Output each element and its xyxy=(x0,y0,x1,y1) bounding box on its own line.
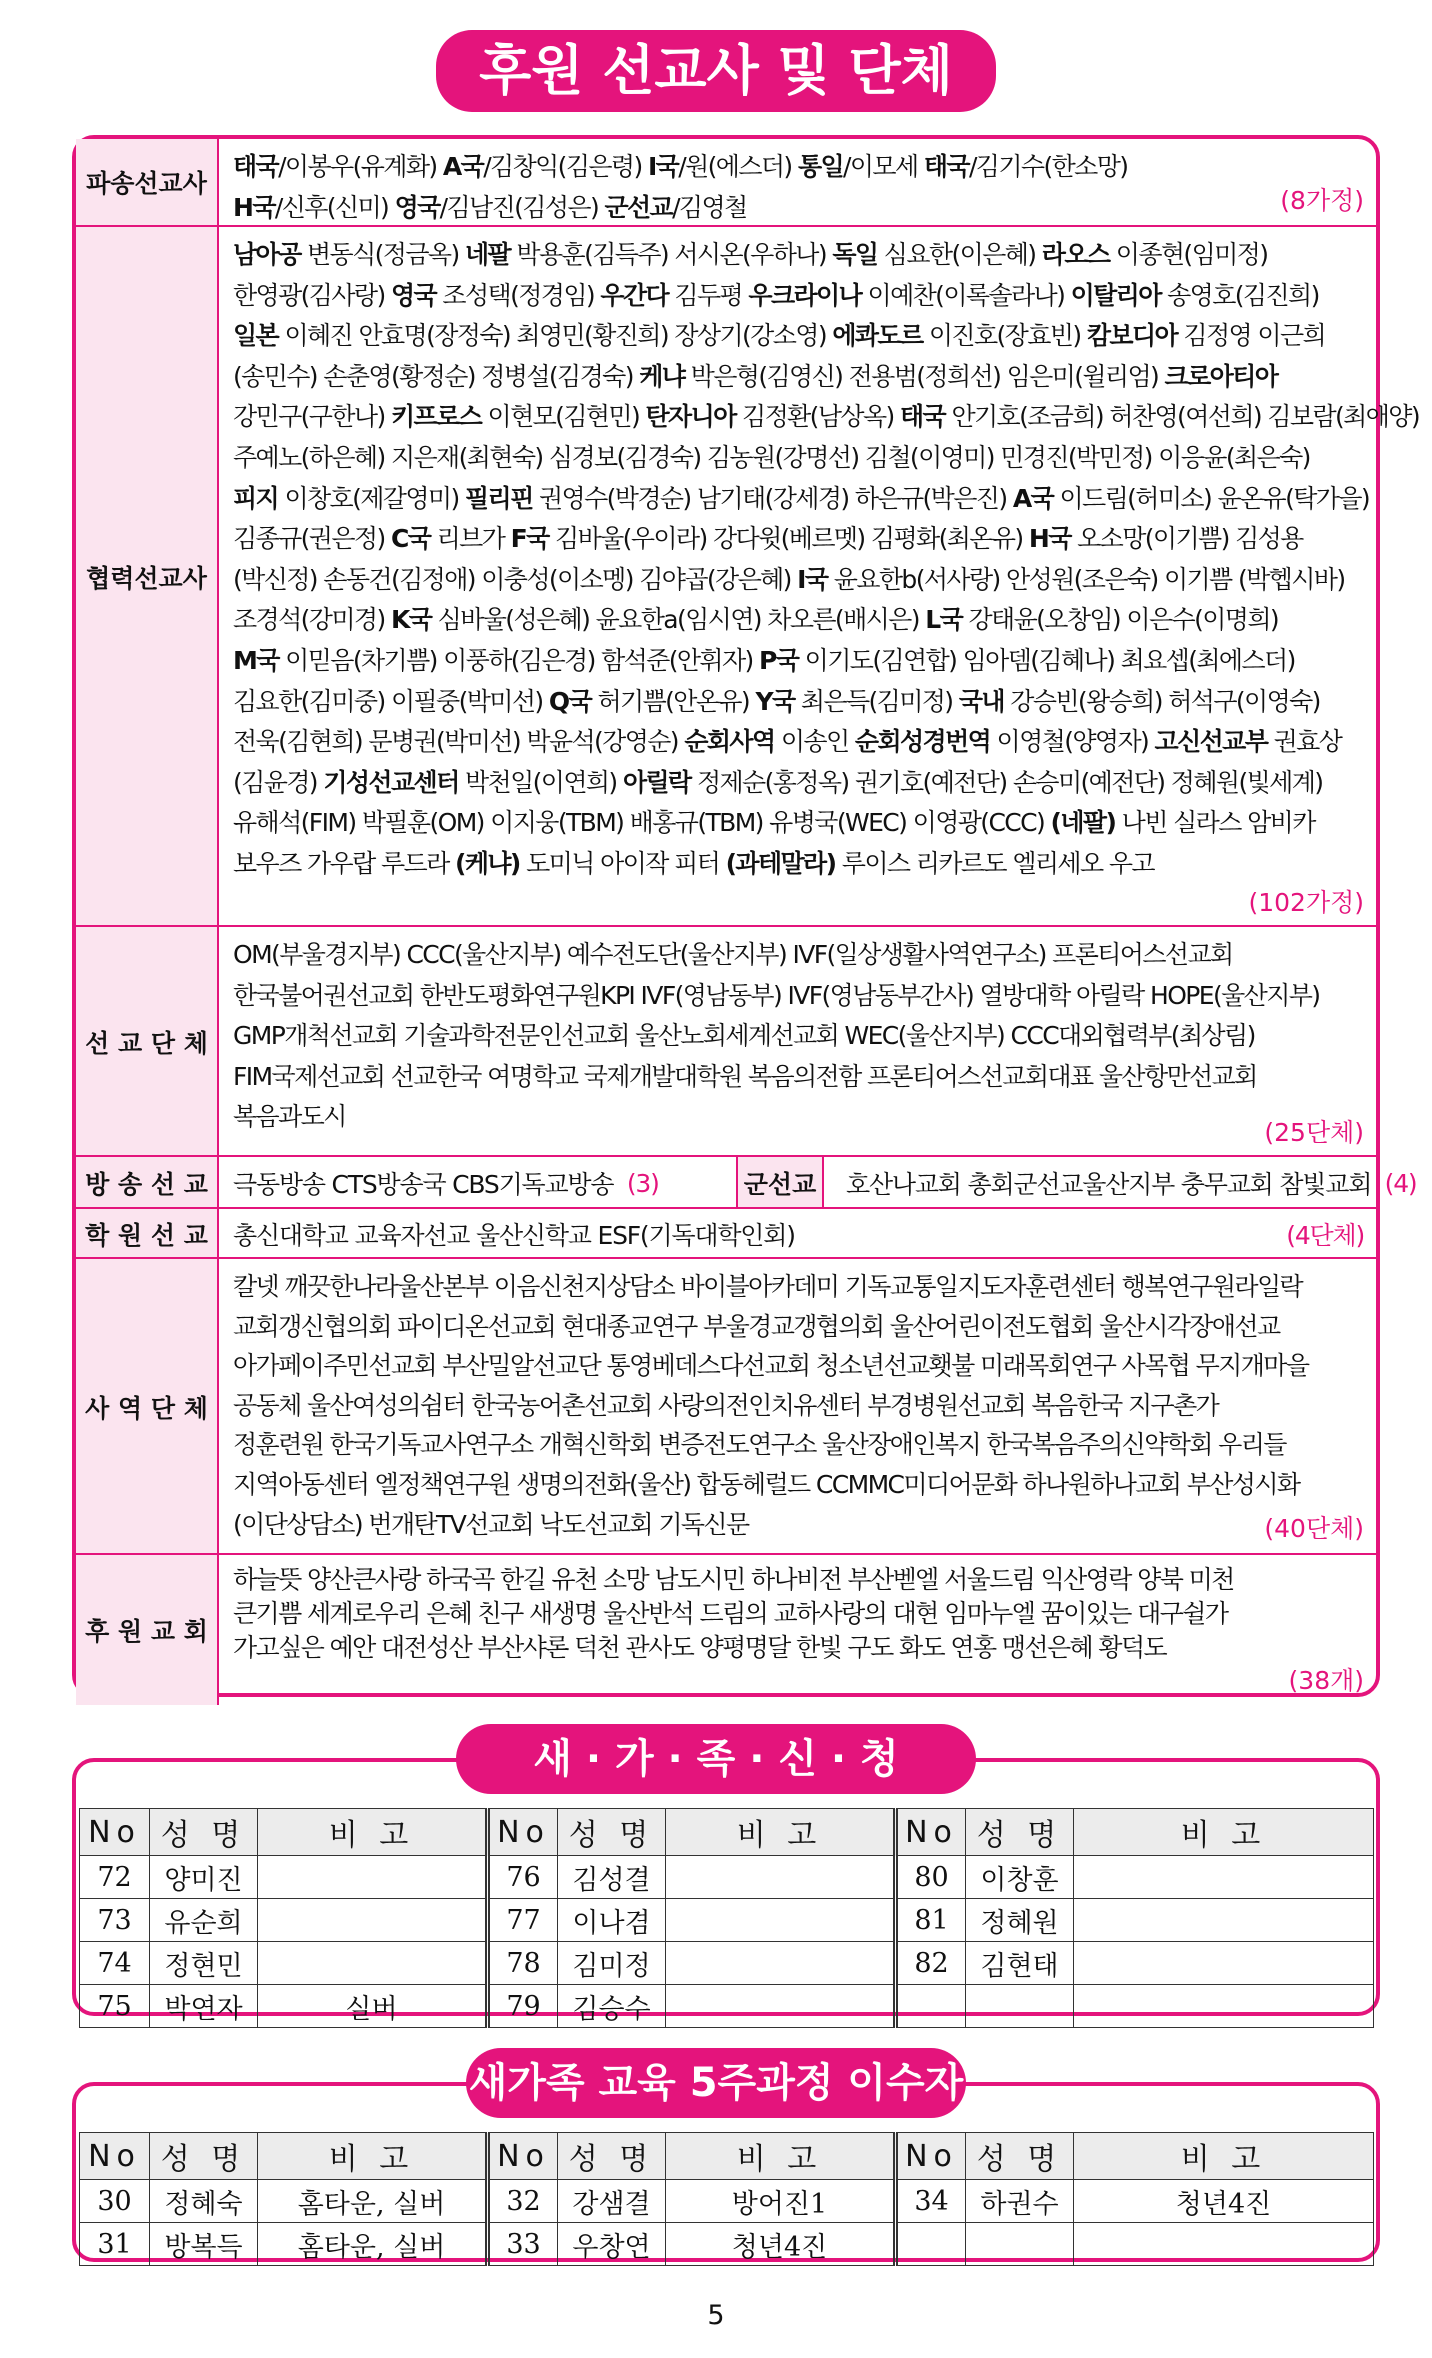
number-cell: 72 xyxy=(80,1856,150,1899)
region-name: 고신선교부 xyxy=(1154,727,1268,757)
region-name: F국 xyxy=(510,524,549,554)
text-segment: 이종현(임미정) xyxy=(1109,240,1268,269)
column-header: 비 고 xyxy=(1074,2133,1374,2180)
column-header: 성 명 xyxy=(558,1809,666,1856)
note-cell: 홈타운, 실버 xyxy=(258,2223,488,2266)
section-count: (8가정) xyxy=(1280,186,1364,215)
text-segment: 이혜진 안효명(장정숙) 최영민(황진희) 장상기(강소영) xyxy=(278,321,833,351)
region-name: 필리핀 xyxy=(464,483,533,513)
text-segment: 정훈련원 한국기독교사연구소 개혁신학회 변증전도연구소 울산장애인복지 한국복음주의신약학회 우리들 xyxy=(233,1430,1286,1460)
section-body xyxy=(233,1267,1366,1544)
course-complete-title: 새가족 교육 5주과정 이수자 xyxy=(466,2048,966,2118)
table-header-row xyxy=(80,1809,1374,1856)
text-line xyxy=(233,844,1366,885)
region-name: 태국 xyxy=(900,402,946,432)
text-segment: /이봉우(유계화) xyxy=(278,152,443,181)
region-name: (케냐) xyxy=(455,848,520,878)
region-name: 캄보디아 xyxy=(1086,321,1178,351)
text-line xyxy=(233,397,1419,438)
text-segment: 조경석(강미경) xyxy=(233,605,391,635)
region-name: P국 xyxy=(759,645,799,675)
number-cell: 32 xyxy=(488,2180,558,2223)
note-cell: 청년4진 xyxy=(1074,2180,1374,2223)
column-header: 비 고 xyxy=(1074,1809,1374,1856)
section-row xyxy=(76,1257,1376,1555)
text-line xyxy=(233,188,1366,229)
column-header: 비 고 xyxy=(258,2133,488,2180)
section-body xyxy=(233,935,1366,1138)
region-name: 순회성경번역 xyxy=(854,727,991,757)
text-segment: 이드림(허미소) 윤온유(탁가을) xyxy=(1053,483,1370,513)
region-name: A국 xyxy=(442,152,484,181)
section-row-campus xyxy=(76,1207,1376,1259)
text-segment: 주예노(하은혜) 지은재(최현숙) 심경보(김경숙) 김농원(강명선) 김철(이영미) 민경진(박민정) 이응윤(최은숙) xyxy=(233,442,1310,472)
military-list xyxy=(846,1157,1416,1209)
campus-text: 총신대학교 교육자선교 울산신학교 ESF(기독대학인회) xyxy=(233,1221,795,1250)
note-cell xyxy=(1074,2223,1374,2266)
text-segment: 김요한(김미중) 이필중(박미선) xyxy=(233,686,549,716)
column-header: 비 고 xyxy=(666,1809,896,1856)
name-cell: 정혜숙 xyxy=(150,2180,258,2223)
column-header: No xyxy=(488,1809,558,1856)
note-cell xyxy=(1074,1942,1374,1985)
name-cell xyxy=(966,2223,1074,2266)
column-header: 성 명 xyxy=(966,2133,1074,2180)
region-name: 탄자니아 xyxy=(645,402,736,432)
text-line xyxy=(233,600,1366,641)
table-row xyxy=(80,1899,1374,1942)
text-segment: /김창익(김은령) xyxy=(483,152,648,181)
region-name: 순회사역 xyxy=(684,727,775,757)
region-name: (과테말라) xyxy=(725,848,836,878)
text-segment: 이진호(장효빈) xyxy=(922,321,1087,351)
section-count: (40단체) xyxy=(1264,1514,1364,1543)
region-name: 군선교 xyxy=(604,192,673,222)
table-row xyxy=(80,1985,1374,2028)
number-cell: 74 xyxy=(80,1942,150,1985)
text-line xyxy=(233,1465,1366,1505)
region-name: L국 xyxy=(925,605,963,635)
table-header-row xyxy=(80,2133,1374,2180)
text-segment: /이모세 xyxy=(843,152,924,181)
text-line xyxy=(233,1597,1366,1631)
text-segment: 박은형(김영신) 전용범(정희선) 임은미(윌리엄) xyxy=(684,361,1165,391)
text-segment: 루이스 리카르도 엘리세오 우고 xyxy=(835,848,1154,878)
supporters-panel xyxy=(72,135,1419,1697)
note-cell xyxy=(1074,1985,1374,2028)
new-family-table xyxy=(79,1808,1374,2028)
name-cell: 김성결 xyxy=(558,1856,666,1899)
section-label: 파송선교사 xyxy=(76,139,219,225)
region-name: 독일 xyxy=(832,240,878,269)
text-line xyxy=(233,276,1366,317)
text-line xyxy=(233,1267,1366,1307)
region-name: I국 xyxy=(797,564,828,594)
region-name: (네팔) xyxy=(1050,808,1116,838)
text-line xyxy=(233,976,1366,1017)
number-cell: 33 xyxy=(488,2223,558,2266)
text-line xyxy=(233,1505,1366,1545)
note-cell xyxy=(258,1899,488,1942)
region-name: Q국 xyxy=(548,686,592,716)
note-cell xyxy=(1074,1856,1374,1899)
name-cell: 강샘결 xyxy=(558,2180,666,2223)
text-line xyxy=(233,1057,1366,1098)
column-header: 성 명 xyxy=(150,1809,258,1856)
text-segment: (이단상담소) 번개탄TV선교회 낙도선교회 기독신문 xyxy=(233,1509,749,1539)
table-row xyxy=(80,2180,1374,2223)
section-row xyxy=(76,139,1376,225)
text-segment: 큰기쁨 세계로우리 은혜 친구 새생명 울산반석 드림의 교하사랑의 대현 임마누엘 꿈이있는 대구쉴가 xyxy=(233,1599,1228,1628)
text-segment: 이믿음(차기쁨) 이풍하(김은경) 함석준(안휘자) xyxy=(278,645,760,675)
text-line xyxy=(233,1425,1366,1465)
section-label: 사 역 단 체 xyxy=(76,1259,219,1555)
name-cell: 방복득 xyxy=(150,2223,258,2266)
text-segment: 공동체 울산여성의쉼터 한국농어촌선교회 사랑의전인치유센터 부경병원선교회 복음한국 지구촌가 xyxy=(233,1390,1219,1420)
number-cell: 31 xyxy=(80,2223,150,2266)
note-cell xyxy=(258,1856,488,1899)
text-segment: /김영철 xyxy=(672,192,747,222)
section-row-broadcast xyxy=(76,1155,1417,1209)
text-segment: 최은득(김미정) xyxy=(794,686,959,716)
region-name: 일본 xyxy=(233,321,279,351)
text-line xyxy=(233,935,1366,976)
text-segment: 김바울(우이라) 강다윗(베르멧) 김평화(최온유) xyxy=(548,524,1029,554)
text-segment: 김정영 이근희 xyxy=(1177,321,1326,351)
region-name: 우크라이나 xyxy=(748,280,862,310)
section-body xyxy=(233,147,1366,228)
text-segment: 허기쁨(안온유) xyxy=(591,686,756,716)
note-cell xyxy=(666,1985,896,2028)
region-name: 피지 xyxy=(233,483,279,513)
text-line xyxy=(233,316,1366,357)
note-cell xyxy=(666,1899,896,1942)
section-row xyxy=(76,1553,1376,1705)
name-cell: 정혜원 xyxy=(966,1899,1074,1942)
section-label: 학 원 선 교 xyxy=(76,1209,219,1259)
text-segment: 강태윤(오창임) 이은수(이명희) xyxy=(962,605,1279,635)
text-segment: (박신정) 손동건(김정애) 이충성(이소멩) 김야곱(강은혜) xyxy=(233,564,798,594)
region-name: 키프로스 xyxy=(390,402,482,432)
military-text: 호산나교회 총회군선교울산지부 충무교회 참빛교회 xyxy=(846,1170,1372,1199)
table-row xyxy=(80,2223,1374,2266)
name-cell: 정현민 xyxy=(150,1942,258,1985)
text-segment: 한영광(김사랑) xyxy=(233,280,391,310)
section-label: 방 송 선 교 xyxy=(76,1157,219,1209)
section-label: 선 교 단 체 xyxy=(76,927,219,1157)
region-name: C국 xyxy=(390,524,431,554)
note-cell: 청년4진 xyxy=(666,2223,896,2266)
broadcast-count: (3) xyxy=(626,1168,659,1198)
text-line xyxy=(233,357,1366,398)
sub-section-label: 군선교 xyxy=(736,1157,824,1209)
region-name: 에콰도르 xyxy=(832,321,923,351)
region-name: Y국 xyxy=(755,686,795,716)
text-segment: 이송인 xyxy=(774,727,855,757)
region-name: M국 xyxy=(233,645,279,675)
broadcast-list xyxy=(233,1157,659,1209)
column-header: 성 명 xyxy=(558,2133,666,2180)
text-segment: 오소망(이기쁨) 김성용 xyxy=(1070,524,1303,554)
text-segment: 이기도(김연합) 임아뎀(김혜나) 최요셉(최에스더) xyxy=(798,645,1295,675)
name-cell: 김미정 xyxy=(558,1942,666,1985)
course-complete-table xyxy=(79,2132,1374,2266)
text-line xyxy=(233,641,1366,682)
section-count: (102가정) xyxy=(1248,888,1364,917)
column-header: 비 고 xyxy=(258,1809,488,1856)
military-count: (4) xyxy=(1384,1168,1417,1198)
text-segment: 권영수(박경순) 남기태(강세경) 하은규(박은진) xyxy=(532,483,1013,513)
number-cell: 30 xyxy=(80,2180,150,2223)
number-cell xyxy=(896,1985,966,2028)
section-row xyxy=(76,225,1419,927)
text-line xyxy=(233,1631,1366,1665)
text-segment: 복음과도시 xyxy=(233,1102,346,1132)
text-segment: /원(에스더) xyxy=(678,152,798,181)
number-cell xyxy=(896,2223,966,2266)
column-header: 성 명 xyxy=(966,1809,1074,1856)
region-name: K국 xyxy=(390,605,432,635)
region-name: 이탈리아 xyxy=(1070,280,1161,310)
column-header: 성 명 xyxy=(150,2133,258,2180)
region-name: 남아공 xyxy=(233,240,301,269)
text-segment: (김윤경) xyxy=(233,767,324,797)
number-cell: 77 xyxy=(488,1899,558,1942)
text-segment: 김종규(권은정) xyxy=(233,524,391,554)
number-cell: 75 xyxy=(80,1985,150,2028)
text-segment: 정제순(홍정옥) 권기호(예전단) 손승미(예전단) 정혜원(빛세계) xyxy=(690,767,1323,797)
region-name: 국내 xyxy=(958,686,1004,716)
text-segment: GMP개척선교회 기술과학전문인선교회 울산노회세계선교회 WEC(울산지부) CCC대외협력부(최상림) xyxy=(233,1021,1255,1051)
note-cell xyxy=(1074,1899,1374,1942)
text-segment: /김기수(한소망) xyxy=(968,152,1128,181)
text-segment: 박천일(이연희) xyxy=(458,767,623,797)
text-segment: 이창호(제갈영미) xyxy=(278,483,465,513)
text-line xyxy=(233,438,1366,479)
text-segment: 권효상 xyxy=(1267,727,1342,757)
name-cell: 이창훈 xyxy=(966,1856,1074,1899)
number-cell: 73 xyxy=(80,1899,150,1942)
text-segment: 보우즈 가우랍 루드라 xyxy=(233,848,455,878)
text-segment: (송민수) 손춘영(황정순) 정병설(김경숙) xyxy=(233,361,640,391)
broadcast-text: 극동방송 CTS방송국 CBS기독교방송 xyxy=(233,1170,614,1199)
text-line xyxy=(233,1346,1366,1386)
name-cell: 김승수 xyxy=(558,1985,666,2028)
name-cell: 양미진 xyxy=(150,1856,258,1899)
name-cell: 김현태 xyxy=(966,1942,1074,1985)
name-cell: 박연자 xyxy=(150,1985,258,2028)
text-segment: OM(부울경지부) CCC(울산지부) 예수전도단(울산지부) IVF(일상생활사역연구소) 프론티어스선교회 xyxy=(233,940,1233,969)
region-name: H국 xyxy=(233,192,275,222)
number-cell: 76 xyxy=(488,1856,558,1899)
text-segment: 강승빈(왕승희) 허석구(이영숙) xyxy=(1003,686,1320,716)
text-line xyxy=(233,235,1366,276)
name-cell: 하권수 xyxy=(966,2180,1074,2223)
text-segment: 전욱(김현희) 문병권(박미선) 박윤석(강영순) xyxy=(233,727,685,757)
column-header: No xyxy=(80,1809,150,1856)
note-cell xyxy=(666,1856,896,1899)
name-cell xyxy=(966,1985,1074,2028)
section-label: 후 원 교 회 xyxy=(76,1555,219,1705)
name-cell: 이나겸 xyxy=(558,1899,666,1942)
column-header: No xyxy=(488,2133,558,2180)
text-line xyxy=(233,1016,1366,1057)
column-header: No xyxy=(896,1809,966,1856)
text-segment: 나빈 실라스 암비카 xyxy=(1115,808,1315,838)
region-name: 네팔 xyxy=(464,240,511,269)
text-segment: 변동식(정금옥) xyxy=(300,240,465,269)
text-segment: 이영철(양영자) xyxy=(990,727,1155,757)
text-line xyxy=(233,803,1366,844)
section-label: 협력선교사 xyxy=(76,227,219,927)
text-segment: 김두평 xyxy=(668,280,749,310)
section-body xyxy=(233,235,1419,885)
note-cell xyxy=(258,1942,488,1985)
text-segment: 지역아동센터 엘정책연구원 생명의전화(울산) 합동헤럴드 CCMMC미디어문화 하나원하나교회 부산성시화 xyxy=(233,1469,1300,1499)
text-segment: 아가페이주민선교회 부산밀알선교단 통영베데스다선교회 청소년선교횃불 미래목회연구 사목협 무지개마을 xyxy=(233,1351,1309,1381)
text-segment: 송영호(김진희) xyxy=(1160,280,1319,310)
region-name: 라오스 xyxy=(1041,240,1110,269)
column-header: 비 고 xyxy=(666,2133,896,2180)
text-line xyxy=(233,722,1366,763)
text-line xyxy=(233,682,1366,723)
text-segment: 리브가 xyxy=(430,524,511,554)
text-line xyxy=(233,519,1366,560)
text-line xyxy=(233,1386,1366,1426)
page-title: 후원 선교사 및 단체 xyxy=(436,30,996,112)
note-cell: 실버 xyxy=(258,1985,488,2028)
region-name: 기성선교센터 xyxy=(323,767,459,797)
region-name: 우간다 xyxy=(600,280,669,310)
column-header: No xyxy=(80,2133,150,2180)
number-cell: 79 xyxy=(488,1985,558,2028)
number-cell: 78 xyxy=(488,1942,558,1985)
section-body xyxy=(233,1563,1366,1665)
text-line xyxy=(233,1097,1366,1138)
text-segment: 박용훈(김득주) 서시온(우하나) xyxy=(510,240,833,269)
column-header: No xyxy=(896,2133,966,2180)
text-line xyxy=(233,479,1370,520)
region-name: 영국 xyxy=(394,192,440,222)
text-segment: 칼넷 깨끗한나라울산본부 이음신천지상담소 바이블아카데미 기독교통일지도자훈련센터 행복연구원라일락 xyxy=(233,1272,1303,1301)
section-row xyxy=(76,925,1376,1157)
text-segment: 이현모(김현민) xyxy=(481,402,646,432)
text-segment: 이예찬(이록솔라나) xyxy=(861,280,1071,310)
text-segment: 윤요한b(서사랑) 안성원(조은숙) 이기쁨 (박헵시바) xyxy=(827,564,1345,594)
text-segment: 강민구(구한나) xyxy=(233,402,391,432)
number-cell: 80 xyxy=(896,1856,966,1899)
table-row xyxy=(80,1856,1374,1899)
campus-count: (4단체) xyxy=(1286,1221,1364,1250)
text-segment: FIM국제선교회 선교한국 여명학교 국제개발대학원 복음의전함 프론티어스선교회대표 울산항만선교회 xyxy=(233,1061,1257,1091)
new-family-panel xyxy=(72,1758,1380,2025)
number-cell: 82 xyxy=(896,1942,966,1985)
region-name: I국 xyxy=(647,152,679,181)
text-line xyxy=(233,560,1366,601)
text-segment: 유해석(FIM) 박필훈(OM) 이지웅(TBM) 배홍규(TBM) 유병국(WEC) 이영광(CCC) xyxy=(233,808,1051,838)
text-segment: /김남진(김성은) xyxy=(439,192,605,222)
section-count: (25단체) xyxy=(1264,1118,1364,1147)
region-name: 아릴락 xyxy=(622,767,691,797)
region-name: A국 xyxy=(1012,483,1054,513)
text-line xyxy=(233,763,1366,804)
text-segment: 심요한(이은혜) xyxy=(877,240,1042,269)
text-segment: /신후(신미) xyxy=(274,192,395,222)
text-segment: 가고싶은 예안 대전성산 부산샤론 덕천 관사도 양평명달 한빛 구도 화도 연홍 맹선은혜 황덕도 xyxy=(233,1633,1167,1662)
text-line xyxy=(233,1563,1366,1597)
section-count: (38개) xyxy=(1288,1666,1364,1695)
note-cell xyxy=(666,1942,896,1985)
region-name: 영국 xyxy=(390,280,437,310)
note-cell: 방어진1 xyxy=(666,2180,896,2223)
text-segment: 안기호(조금희) 허찬영(여선희) 김보람(최애양) xyxy=(945,402,1419,432)
number-cell: 34 xyxy=(896,2180,966,2223)
region-name: 태국 xyxy=(923,152,969,181)
table-row xyxy=(80,1942,1374,1985)
number-cell: 81 xyxy=(896,1899,966,1942)
text-segment: 심바울(성은혜) 윤요한a(임시연) 차오른(배시은) xyxy=(431,605,926,635)
text-segment: 김정환(남상옥) xyxy=(735,402,900,432)
region-name: 크로아티아 xyxy=(1164,361,1278,391)
text-line xyxy=(233,147,1366,188)
new-family-title: 새 · 가 · 족 · 신 · 청 xyxy=(456,1724,976,1794)
text-segment: 교회갱신협의회 파이디온선교회 현대종교연구 부울경교갱협의회 울산어린이전도협회 울산시각장애선교 xyxy=(233,1311,1280,1341)
text-segment: 한국불어권선교회 한반도평화연구원KPI IVF(영남동부) IVF(영남동부간사) 열방대학 아릴락 HOPE(울산지부) xyxy=(233,980,1320,1010)
text-segment: 조성택(정경임) xyxy=(436,280,601,310)
region-name: 통일 xyxy=(797,152,844,181)
name-cell: 우창연 xyxy=(558,2223,666,2266)
text-segment: 하늘뜻 양산큰사랑 하국곡 한길 유천 소망 남도시민 하나비전 부산벧엘 서울드림 익산영락 양북 미천 xyxy=(233,1565,1234,1594)
name-cell: 유순희 xyxy=(150,1899,258,1942)
region-name: 태국 xyxy=(233,152,279,181)
text-line xyxy=(233,1307,1366,1347)
region-name: H국 xyxy=(1028,524,1071,554)
text-segment: 도미닉 아이작 피터 xyxy=(519,848,726,878)
region-name: 케냐 xyxy=(639,361,685,391)
page-number: 5 xyxy=(707,2300,725,2331)
note-cell: 홈타운, 실버 xyxy=(258,2180,488,2223)
